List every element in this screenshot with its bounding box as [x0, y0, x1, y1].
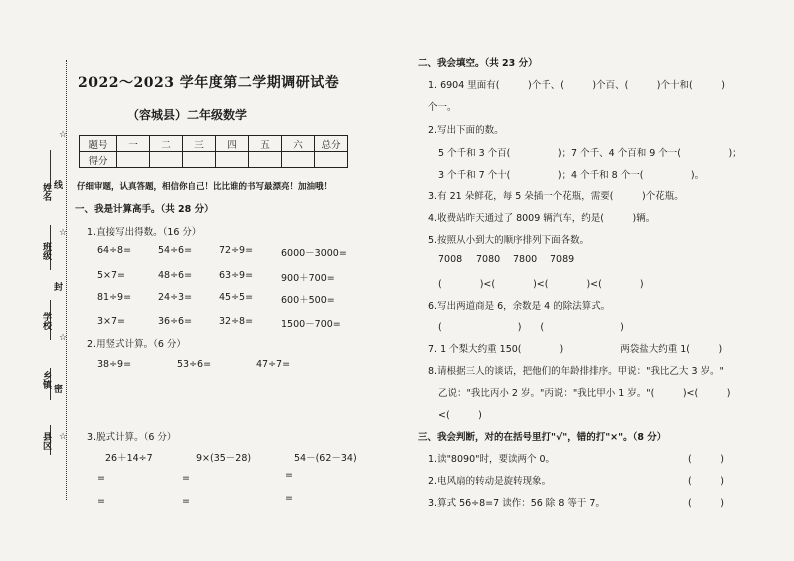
star-icon: ☆ [59, 228, 68, 238]
score-cell[interactable] [117, 152, 150, 168]
fill-q1-line1: 1. 6904 里面有( )个千、( )个百、( )个十和( ) [428, 80, 725, 91]
score-header-cell: 题号 [80, 136, 117, 152]
score-row-label: 得分 [80, 152, 117, 168]
oral-problem: 900＋700= [281, 273, 335, 284]
oral-problem: 6000－3000= [281, 248, 347, 259]
section2-heading: 二、我会填空。（共 23 分） [418, 58, 538, 69]
oral-problem: 3×7= [97, 316, 126, 327]
score-header-cell: 五 [249, 136, 282, 152]
equals-sign: = [285, 470, 293, 481]
section3-heading: 三、我会判断，对的在括号里打"√"，错的打"×"。（8 分） [418, 432, 667, 443]
oral-problem: 72÷9= [219, 245, 254, 256]
county-label: 县区 [41, 432, 51, 450]
order-number: 7800 [513, 254, 538, 265]
oral-calc-title: 1.直接写出得数。（16 分） [87, 227, 202, 238]
star-icon: ☆ [59, 432, 68, 442]
score-table-score-row [80, 152, 348, 168]
exam-subtitle: （容城县）二年级数学 [127, 108, 248, 122]
score-header-cell: 二 [150, 136, 183, 152]
score-header-cell: 六 [282, 136, 315, 152]
fill-q5-answer-row: ( )<( )<( )<( ) [438, 279, 644, 290]
fill-q8-line2: 乙说："我比丙小 2 岁。"丙说："我比甲小 1 岁。"( )<( ) [438, 388, 731, 399]
fill-q5-title: 5.按照从小到大的顺序排列下面各数。 [428, 235, 590, 246]
vertical-calc-title: 2.用竖式计算。（6 分） [87, 339, 186, 350]
score-cell[interactable] [282, 152, 315, 168]
score-cell[interactable] [249, 152, 282, 168]
judge-item: 2.电风扇的转动是旋转现象。 [428, 476, 552, 487]
oral-problem: 54÷6= [158, 245, 193, 256]
fill-q8-line1: 8.请根据三人的谈话，把他们的年龄排排序。甲说："我比乙大 3 岁。" [428, 366, 724, 377]
score-header-cell: 四 [216, 136, 249, 152]
step-problem: 9×(35－28) [196, 453, 252, 464]
class-label: 班级 [41, 242, 51, 260]
oral-problem: 63÷9= [219, 270, 254, 281]
vertical-problem: 53÷6= [177, 359, 212, 370]
fill-q6-title: 6.写出两道商是 6，余数是 4 的除法算式。 [428, 301, 611, 312]
judge-answer-paren[interactable]: ( ) [688, 454, 724, 465]
judge-item: 1.读"8090"时，要读两个 0。 [428, 454, 556, 465]
oral-problem: 1500－700= [281, 319, 341, 330]
step-problem: 26＋14÷7 [105, 453, 153, 464]
fill-q2-line2: 3 个千和 7 个十( )；4 个千和 8 个一( )。 [438, 170, 705, 181]
score-table-header-row [80, 136, 348, 152]
oral-problem: 24÷3= [158, 292, 193, 303]
oral-problem: 81÷9= [97, 292, 132, 303]
fill-q6-answer-row: ( ) ( ) [438, 322, 624, 333]
motto: 仔细审题，认真答题，相信你自己！比比谁的书写最漂亮！加油哦！ [77, 182, 333, 192]
oral-problem: 36÷6= [158, 316, 193, 327]
equals-sign: = [285, 493, 293, 504]
fill-q8-line3: <( ) [438, 410, 482, 421]
step-calc-title: 3.脱式计算。（6 分） [87, 432, 177, 443]
oral-problem: 32÷8= [219, 316, 254, 327]
seal-mark-line: 线 [54, 181, 64, 191]
town-label: 乡镇 [41, 371, 51, 389]
seal-mark-seal: 封 [54, 283, 64, 293]
exam-title: 2022～2023 学年度第二学期调研试卷 [78, 75, 340, 91]
score-cell[interactable] [216, 152, 249, 168]
step-problem: 54－(62－34) [294, 453, 357, 464]
fill-q2-line1: 5 个千和 3 个百( )；7 个千、4 个百和 9 个一( )； [438, 148, 742, 159]
fill-q7: 7. 1 个梨大约重 150( ) 两袋盐大约重 1( ) [428, 344, 723, 355]
score-header-cell: 总分 [315, 136, 348, 152]
oral-problem: 45÷5= [219, 292, 254, 303]
oral-problem: 5×7= [97, 270, 126, 281]
score-table [79, 135, 348, 168]
order-number: 7008 [438, 254, 463, 265]
section1-heading: 一、我是计算高手。（共 28 分） [75, 204, 214, 215]
judge-answer-paren[interactable]: ( ) [688, 498, 724, 509]
fill-q4: 4.收费站昨天通过了 8009 辆汽车，约是( )辆。 [428, 213, 656, 224]
oral-problem: 600＋500= [281, 295, 335, 306]
fill-q3: 3.有 21 朵鲜花，每 5 朵插一个花瓶，需要( )个花瓶。 [428, 191, 684, 202]
equals-sign: = [97, 473, 105, 484]
fill-q1-line2: 个一。 [428, 102, 457, 113]
name-label: 姓名 [41, 183, 51, 201]
order-number: 7089 [550, 254, 575, 265]
oral-problem: 64÷8= [97, 245, 132, 256]
vertical-problem: 47÷7= [256, 359, 291, 370]
judge-item: 3.算式 56÷8=7 读作：56 除 8 等于 7。 [428, 498, 605, 509]
score-cell[interactable] [183, 152, 216, 168]
equals-sign: = [97, 496, 105, 507]
equals-sign: = [182, 473, 190, 484]
star-icon: ☆ [59, 333, 68, 343]
fill-q2-title: 2.写出下面的数。 [428, 125, 504, 136]
score-header-cell: 一 [117, 136, 150, 152]
vertical-problem: 38÷9= [97, 359, 132, 370]
judge-answer-paren[interactable]: ( ) [688, 476, 724, 487]
equals-sign: = [182, 496, 190, 507]
score-header-cell: 三 [183, 136, 216, 152]
star-icon: ☆ [59, 130, 68, 140]
school-label: 学校 [41, 312, 51, 330]
score-cell[interactable] [315, 152, 348, 168]
seal-mark-secret: 密 [54, 385, 64, 395]
oral-problem: 48÷6= [158, 270, 193, 281]
order-number: 7080 [476, 254, 501, 265]
score-cell[interactable] [150, 152, 183, 168]
